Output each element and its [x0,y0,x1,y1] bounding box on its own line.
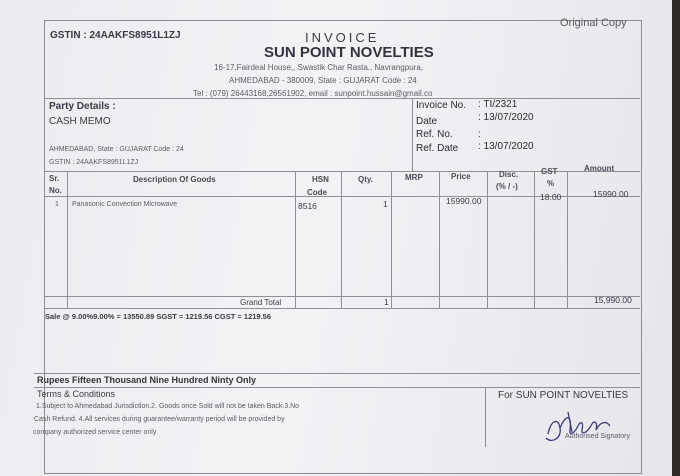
col-gst-line2: % [547,179,555,188]
date-label: Date [416,116,438,127]
terms-line1: 1.Subject to Ahmedabad Jurisdiction.2. Goods once Sold will not be taken Back.3.No [36,403,300,410]
col-divider-price [487,171,488,308]
ref-no-label: Ref. No. [416,129,453,140]
gstin-header: GSTIN : 24AAKFS8951L1ZJ [50,30,181,41]
company-contact: Tel : (079) 26443168,26561902, email : sunpoint.hussain@gmail.co [193,89,433,98]
rule-grand-total-bottom [44,308,640,309]
party-heading: Party Details : [49,101,116,112]
company-address-line1: 16-17,Fairdeal House,, Swastik Char Rasta., Navrangpura, [214,63,423,72]
amount-in-words: Rupees Fifteen Thousand Nine Hundred Ninty Only [37,375,257,385]
ref-no: : [478,129,481,140]
rule-grand-total-top [44,296,640,297]
authorised-signatory: Authorised Signatory [565,433,630,440]
grand-total-amount: 15,990.00 [594,295,632,305]
row-hsn: 8516 [298,201,317,211]
party-name: CASH MEMO [49,116,111,127]
company-address-line2: AHMEDABAD - 380009, State : GUJARAT Code : 24 [229,76,417,85]
invoice-no: : TI/2321 [478,99,518,110]
row-qty: 1 [383,199,388,209]
row-sr: 1 [55,201,59,208]
col-divider-hsn [341,171,342,308]
col-hsn-line1: HSN [312,175,329,184]
grand-total-label: Grand Total [240,298,282,307]
row-description: Panasonic Convection Microwave [72,201,178,208]
rule-meta-divider [412,98,413,171]
terms-heading: Terms & Conditions [37,389,116,399]
for-company: For SUN POINT NOVELTIES [498,390,629,401]
col-amount: Amount [584,164,615,173]
col-disc-line1: Disc. [499,170,519,179]
col-divider-disc [534,171,535,308]
invoice-date: : 13/07/2020 [478,112,534,123]
col-sr-line2: No. [49,186,62,195]
col-qty: Qty. [358,175,373,184]
col-mrp: MRP [405,173,423,182]
col-gst-line1: GST [541,167,558,176]
ref-date-label: Ref. Date [416,143,459,154]
col-divider-mrp [439,171,440,308]
invoice-title: INVOICE [305,30,380,45]
tax-summary: Sale @ 9.00%9.00% = 13550.89 SGST = 1219.56 CGST = 1219.56 [45,312,272,321]
signature-image [538,404,628,448]
rule-words-bottom [34,387,640,388]
rule-signature-divider [485,387,486,447]
col-divider-desc [295,171,296,308]
col-description: Description Of Goods [133,175,216,184]
copy-label: Original Copy [560,17,627,29]
row-price: 15990.00 [446,196,482,206]
col-hsn-line2: Code [307,188,327,197]
rule-words-top [34,373,640,374]
invoice-no-label: Invoice No. [416,100,467,111]
terms-line3: company authorized service center only [33,429,157,436]
party-state: AHMEDABAD, State : GUJARAT Code : 24 [49,146,184,153]
rule-header [44,98,640,99]
row-gst: 18.00 [540,192,562,202]
ref-date: : 13/07/2020 [478,141,534,152]
party-gstin: GSTIN : 24AAKFS8951L1ZJ [49,159,139,166]
col-disc-line2: (% / -) [496,182,518,191]
col-divider-gst [567,171,568,308]
terms-line2: Cash Refund. 4.All services during guarantee/warranty period will be provided by [34,416,285,423]
company-name: SUN POINT NOVELTIES [264,44,434,61]
col-sr-line1: Sr. [49,174,60,183]
col-price: Price [451,172,471,181]
grand-total-qty: 1 [384,297,389,307]
col-divider-qty [391,171,392,308]
col-divider-sr [67,171,68,308]
row-amount: 15990.00 [593,189,629,199]
